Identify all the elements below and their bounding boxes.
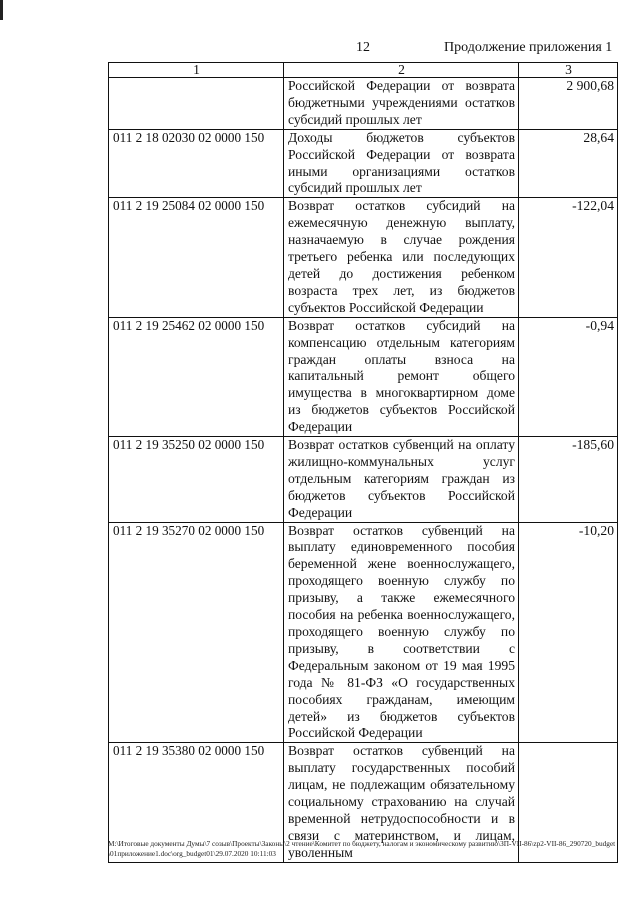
table-row [109, 522, 618, 743]
column-header: 1 [109, 63, 284, 78]
budget-code [109, 78, 284, 130]
amount: 28,64 [519, 129, 618, 198]
amount: -185,60 [519, 437, 618, 523]
budget-code: 011 2 18 02030 02 0000 150 [109, 129, 284, 198]
revenue-name: Возврат остатков субсидий на компенсацию отдельным категориям граждан оплаты взноса на капитальный ремонт общего имущества в многоквартирном доме из бюджетов субъектов Российской Федерации [284, 317, 519, 436]
edge-mark [0, 0, 3, 20]
column-header: 2 [284, 63, 519, 78]
page-number: 12 [356, 40, 370, 55]
revenue-name: Возврат остатков субвенций на выплату единовременного пособия беременной жене военнослужащего, проходящего военную службу по призыву, а также ежемесячного пособия на ребенка военнослужащего, проходящего военную службу по призыву, в соответствии с Федеральным законом от 19 мая 1995 года № 81-ФЗ «О государственных пособиях гражданам, имеющим детей» из бюджетов субъектов Российской Федерации [284, 522, 519, 743]
table-row [109, 317, 618, 436]
continuation-label: Продолжение приложения 1 [444, 40, 613, 55]
amount: -10,20 [519, 522, 618, 743]
amount: 2 900,68 [519, 78, 618, 130]
budget-code: 011 2 19 35250 02 0000 150 [109, 437, 284, 523]
column-header: 3 [519, 63, 618, 78]
revenue-name: Доходы бюджетов субъектов Российской Федерации от возврата иными организациями остатков субсидий прошлых лет [284, 129, 519, 198]
revenue-name: Возврат остатков субвенций на оплату жилищно-коммунальных услуг отдельным категориям граждан из бюджетов субъектов Российской Федерации [284, 437, 519, 523]
table-row [109, 129, 618, 198]
amount: -0,94 [519, 317, 618, 436]
revenue-name: Возврат остатков субвенций на выплату государственных пособий лицам, не подлежащим обязательному социальному страхованию на случай временной нетрудоспособности и в связи с материнством, и лицам, уволенным [284, 743, 519, 862]
revenue-table [108, 62, 618, 863]
table-row [109, 437, 618, 523]
revenue-name: Возврат остатков субсидий на ежемесячную денежную выплату, назначаемую в случае рождения третьего ребенка или последующих детей до достижения ребенком возраста трех лет, из бюджетов субъектов Российской Федерации [284, 198, 519, 317]
revenue-name: Российской Федерации от возврата бюджетными учреждениями остатков субсидий прошлых лет [284, 78, 519, 130]
budget-code: 011 2 19 25462 02 0000 150 [109, 317, 284, 436]
budget-code: 011 2 19 35270 02 0000 150 [109, 522, 284, 743]
amount: -122,04 [519, 198, 618, 317]
budget-code: 011 2 19 35380 02 0000 150 [109, 743, 284, 862]
table-header-row [109, 63, 618, 78]
table-row [109, 198, 618, 317]
table-row [109, 78, 618, 130]
budget-code: 011 2 19 25084 02 0000 150 [109, 198, 284, 317]
file-path-footer: M:\Итоговые документы Думы\7 созыв\Проекты\Законы\2 чтение\Комитет по бюджету, налогам и экономическому развитию\ЗП-VII-86\zp2-VII-86_290720_budget\01приложение1.doc\org_budget01\29.07.2020 10:11:03 [108, 839, 616, 858]
